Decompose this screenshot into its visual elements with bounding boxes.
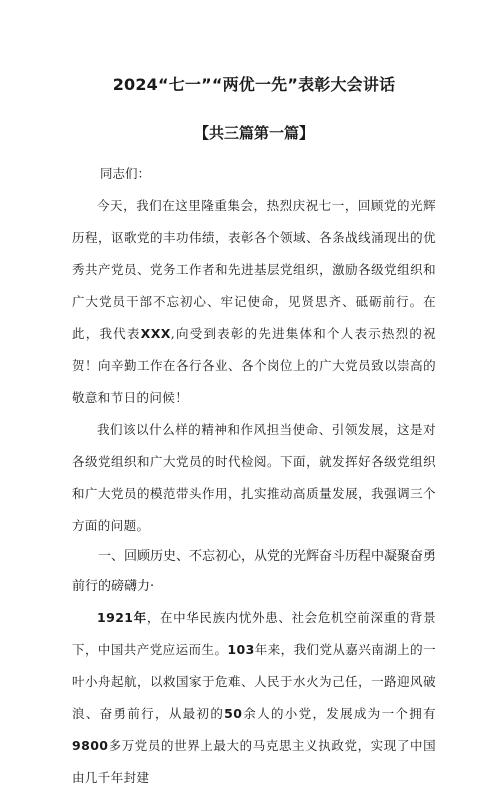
paragraph-3-text-a: ，在中华民族内忧外患、社会危机空前深重的背景下，中国共产党应运而生。 <box>72 610 436 657</box>
paragraph-3 <box>72 602 436 794</box>
section-heading-1: 一、回顾历史、不忘初心，从党的光辉奋斗历程中凝聚奋勇前行的磅礴力· <box>72 549 437 594</box>
paragraph-3-text-b: 年来，我们党从嘉兴南湖上的一叶小舟起航，以救国家于危难、人民于水火为己任，一路迎风破浪、奋勇前行，从最初的 <box>72 642 436 721</box>
paragraph-3-text-d: 多万党员的世界上最大的马克思主义执政党，实现了中国由几千年封建 <box>72 738 436 785</box>
paragraph-3-year: 1921年 <box>97 610 147 625</box>
paragraph-1 <box>72 190 436 414</box>
document-title: 2024“七一”“两优一先”表彰大会讲话 <box>112 75 396 94</box>
paragraph-3-text-c: 余人的小党，发展成为一个拥有 <box>242 706 436 721</box>
paragraph-1-text-b: ,向受到表彰的先进集体和个人表示热烈的祝贺！向辛勤工作在各行各业、各个岗位上的广大党员致以崇高的敬意和节日的问候！ <box>72 326 436 405</box>
paragraph-3-num2: 50 <box>224 706 243 721</box>
paragraph-3-num3: 9800 <box>72 738 109 753</box>
paragraph-1-text-a: 今天，我们在这里隆重集会，热烈庆祝七一，回顾党的光辉历程，讴歌党的丰功伟绩，表彰各个领域、各条战线涌现出的优秀共产党员、党务工作者和先进基层党组织，激励各级党组织和广大党员干部不忘初心、牢记使命，见贤思齐、砥砺前行。在此，我代表 <box>72 198 436 341</box>
document-subtitle: 【共三篇第一篇】 <box>193 124 314 142</box>
salutation: 同志们： <box>100 166 151 181</box>
paragraph-3-num1: 103 <box>227 642 255 657</box>
paragraph-2: 我们该以什么样的精神和作风担当使命、引领发展，这是对各级党组织和广大党员的时代检阅。下面，就发挥好各级党组织和广大党员的模范带头作用，扎实推动高质量发展，我强调三个方面的问题。 <box>72 422 436 533</box>
paragraph-1-bold: XXX <box>140 326 171 341</box>
